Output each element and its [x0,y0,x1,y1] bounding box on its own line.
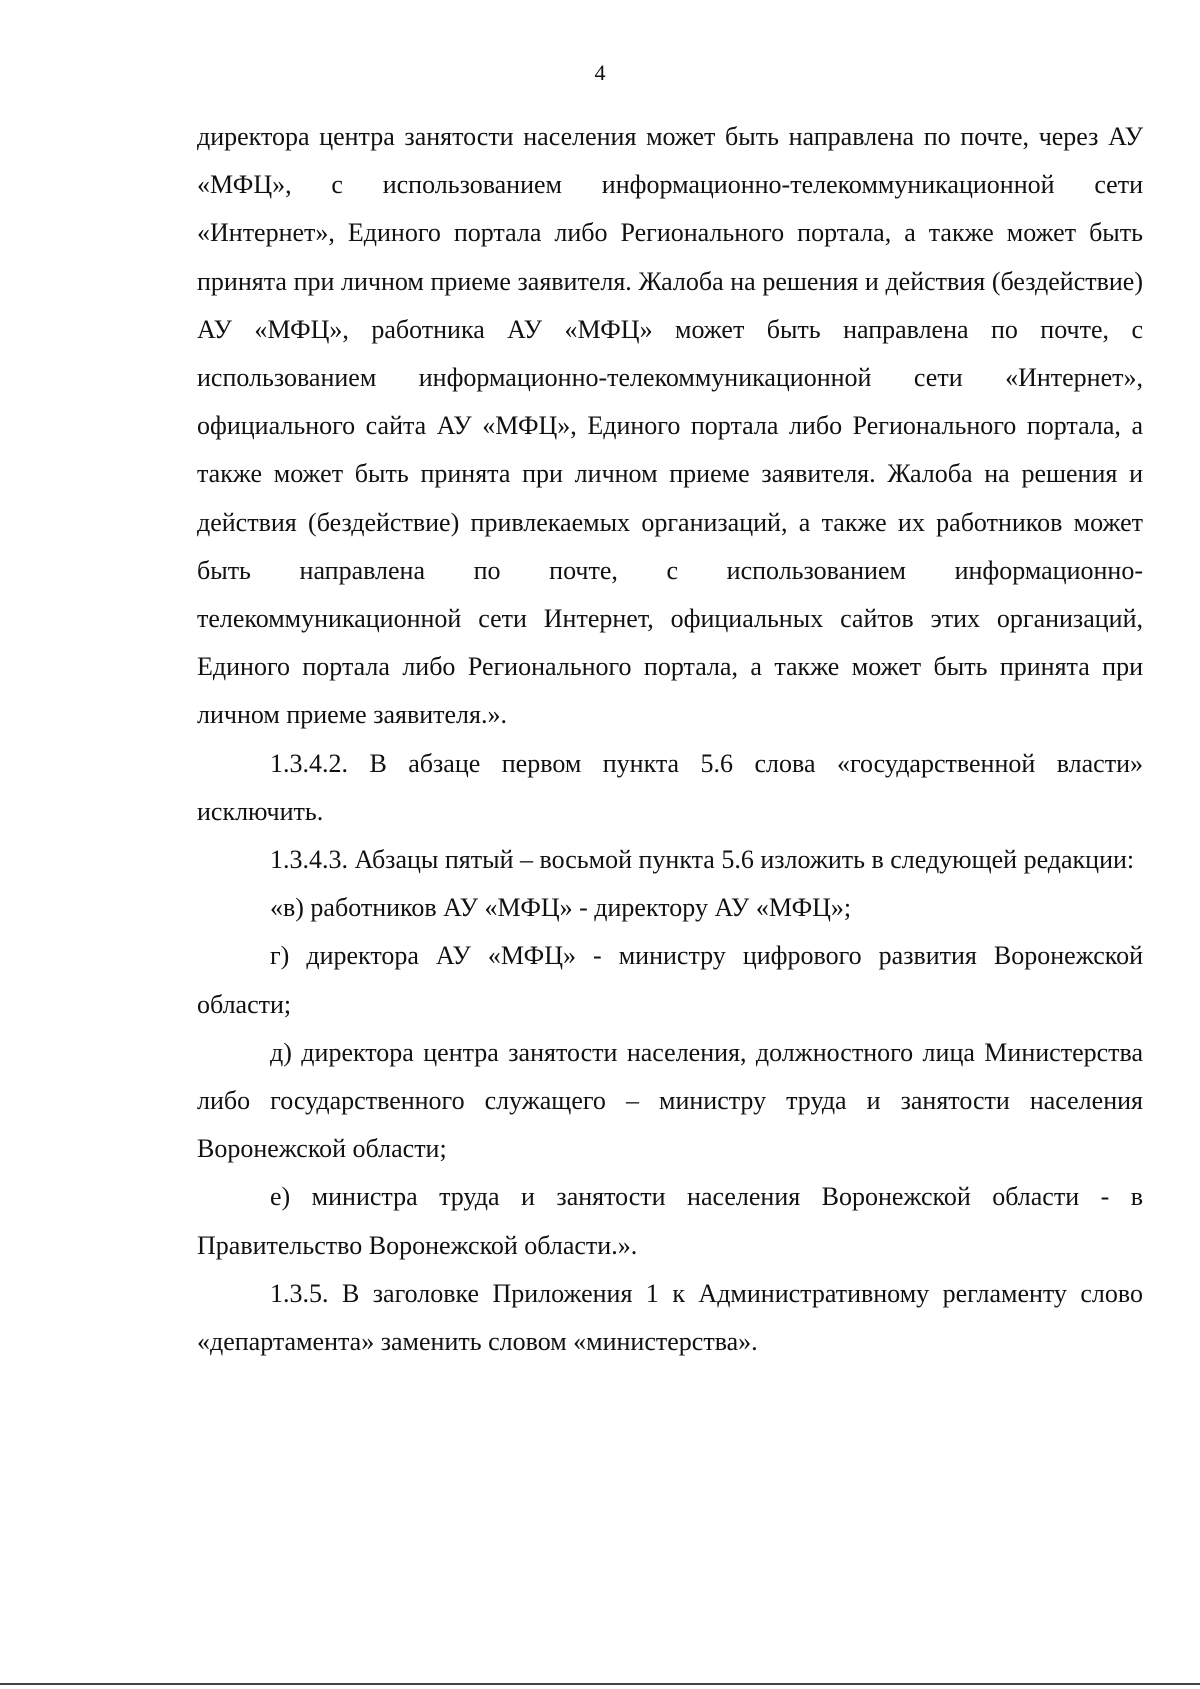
paragraph-item-d: д) директора центра занятости населения, должностного лица Министерства либо государственного служащего – министру труда и занятости населения Воронежской области; [197,1037,1143,1164]
page-number: 4 [594,60,606,85]
paragraph-1-3-4-2: 1.3.4.2. В абзаце первом пункта 5.6 слова «государственной власти» исключить. [197,748,1143,826]
document-body [197,113,1143,1366]
paragraph-item-v: «в) работников АУ «МФЦ» - директору АУ «МФЦ»; [270,893,852,923]
paragraph-continued: директора центра занятости населения может быть направлена по почте, через АУ «МФЦ», с использованием информационно-телекоммуникационной сети «Интернет», Единого портала либо Регионального портала, а также может быть принята при личном приеме заявителя. Жалоба на решения и действия (бездействие) АУ «МФЦ», работника АУ «МФЦ» может быть направлена по почте, с использованием информационно-телекоммуникационной сети «Интернет», официального сайта АУ «МФЦ», Единого портала либо Регионального портала, а также может быть принята при личном приеме заявителя. Жалоба на решения и действия (бездействие) привлекаемых организаций, а также их работников может быть направлена по почте, с использованием информационно-телекоммуникационной сети Интернет, официальных сайтов этих организаций, Единого портала либо Регионального портала, а также может быть принята при личном приеме заявителя.». [197,122,1143,730]
paragraph-1-3-4-3: 1.3.4.3. Абзацы пятый – восьмой пункта 5.6 изложить в следующей редакции: [270,845,1135,875]
paragraph-1-3-5: 1.3.5. В заголовке Приложения 1 к Административному регламенту слово «департамента» заменить словом «министерства». [197,1278,1143,1357]
paragraph-item-g: г) директора АУ «МФЦ» - министру цифрового развития Воронежской области; [197,941,1143,1019]
paragraph-item-e: е) министра труда и занятости населения Воронежской области - в Правительство Воронежской области.». [197,1182,1143,1260]
scan-bottom-edge [0,1683,1200,1685]
